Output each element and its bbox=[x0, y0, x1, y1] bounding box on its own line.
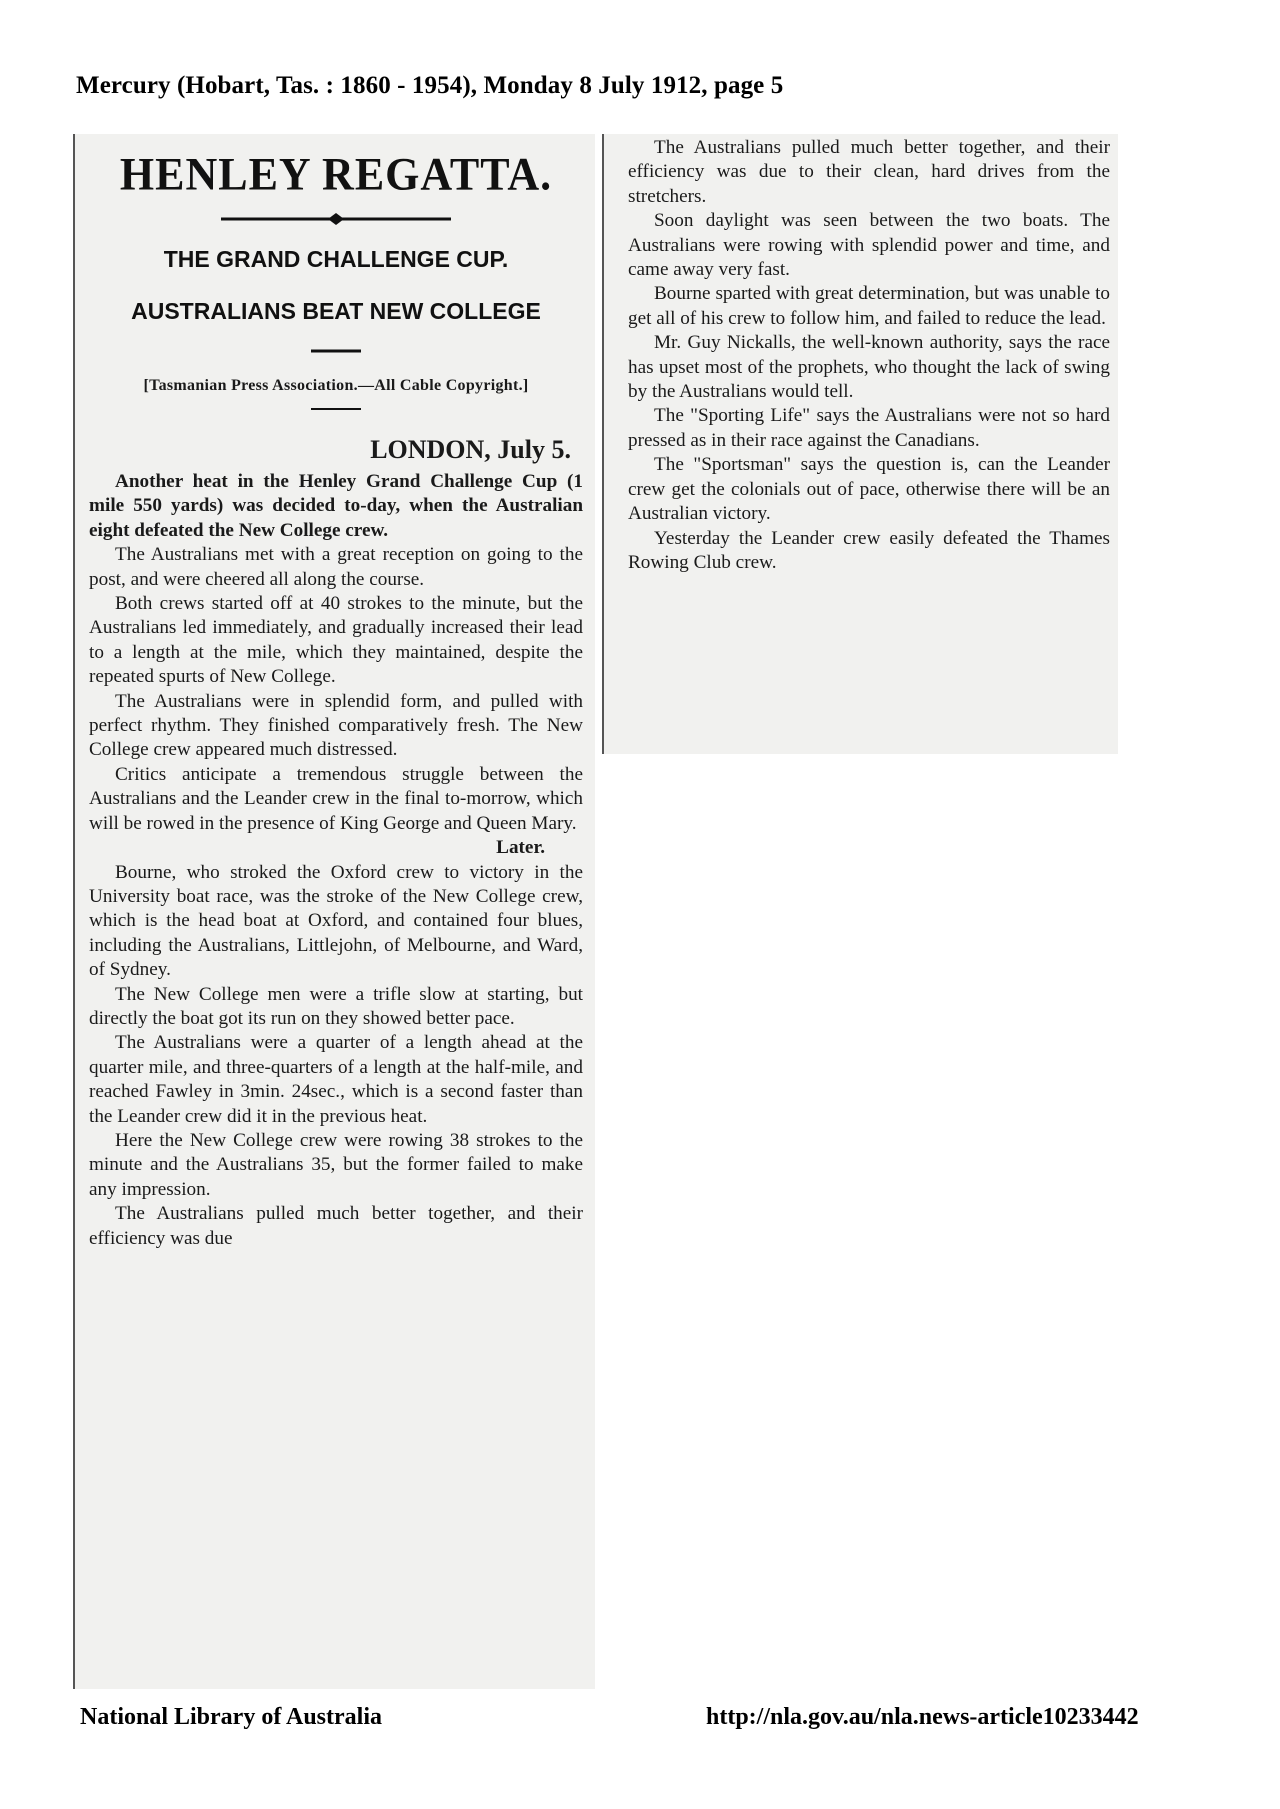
paragraph-10: The Australians pulled much better together, and their efficiency was due bbox=[89, 1203, 583, 1249]
page-title: Mercury (Hobart, Tas. : 1860 - 1954), Monday 8 July 1912, page 5 bbox=[76, 72, 784, 99]
paragraph-9: Here the New College crew were rowing 38 strokes to the minute and the Australians 35, but the former failed to make any impression. bbox=[89, 1129, 583, 1200]
paragraph-8: The Australians were a quarter of a length ahead at the quarter mile, and three-quarters of a length at the half-mile, and reached Fawley in 3min. 24sec., which is a second faster than the Leander crew did it in the previous heat. bbox=[89, 1032, 583, 1127]
article-column-left bbox=[73, 134, 595, 1689]
article-headline: HENLEY REGATTA. bbox=[119, 148, 553, 201]
ornamental-rule bbox=[221, 212, 451, 226]
paragraph-12: Soon daylight was seen between the two boats. The Australians were rowing with splendid power and time, and came away very fast. bbox=[628, 210, 1110, 281]
paragraph-5: Critics anticipate a tremendous struggle between the Australians and the Leander crew in the final to-morrow, which will be rowed in the presence of King George and Queen Mary. bbox=[89, 763, 583, 834]
short-rule bbox=[311, 348, 361, 354]
paragraph-14: Mr. Guy Nickalls, the well-known authority, says the race has upset most of the prophets, who thought the lack of swing by the Australians would tell. bbox=[628, 332, 1110, 403]
press-credit: [Tasmanian Press Association.—All Cable Copyright.] bbox=[143, 377, 529, 394]
paragraph-16: The "Sportsman" says the question is, can the Leander crew get the colonials out of pace, otherwise there will be an Australian victory. bbox=[628, 454, 1110, 525]
footer-library-name: National Library of Australia bbox=[80, 1704, 383, 1730]
later-subhead: Later. bbox=[496, 837, 545, 859]
subheading-australians-beat: AUSTRALIANS BEAT NEW COLLEGE bbox=[131, 298, 541, 324]
paragraph-13: Bourne sparted with great determination, but was unable to get all of his crew to follow him, and failed to reduce the lead. bbox=[628, 283, 1110, 329]
paragraph-11: The Australians pulled much better together, and their efficiency was due to their clean, hard drives from the stretchers. bbox=[628, 137, 1110, 207]
paragraph-7: The New College men were a trifle slow at starting, but directly the boat got its run on they showed better pace. bbox=[89, 983, 583, 1029]
dateline: LONDON, July 5. bbox=[370, 435, 571, 464]
article-column-right bbox=[602, 134, 1118, 754]
paragraph-1: Another heat in the Henley Grand Challenge Cup (1 mile 550 yards) was decided to-day, when the Australian eight defeated the New College crew. bbox=[89, 471, 583, 541]
paragraph-4: The Australians were in splendid form, and pulled with perfect rhythm. They finished comparatively fresh. The New College crew appeared much distressed. bbox=[89, 690, 583, 761]
footer-article-url[interactable]: http://nla.gov.au/nla.news-article10233442 bbox=[706, 1704, 1139, 1730]
paragraph-15: The "Sporting Life" says the Australians were not so hard pressed as in their race against the Canadians. bbox=[628, 405, 1110, 451]
paragraph-17: Yesterday the Leander crew easily defeated the Thames Rowing Club crew. bbox=[628, 527, 1110, 573]
subheading-grand-challenge: THE GRAND CHALLENGE CUP. bbox=[163, 246, 509, 272]
paragraph-3: Both crews started off at 40 strokes to the minute, but the Australians led immediately, and gradually increased their lead to a length at the mile, which they maintained, despite the repeated spurts of New College. bbox=[89, 593, 583, 688]
paragraph-2: The Australians met with a great reception on going to the post, and were cheered all along the course. bbox=[89, 544, 583, 590]
short-rule-2 bbox=[311, 406, 361, 412]
paragraph-6: Bourne, who stroked the Oxford crew to victory in the University boat race, was the stroke of the New College crew, which is the head boat at Oxford, and contained four blues, including the Australians, Littlejohn, of Melbourne, and Ward, of Sydney. bbox=[89, 861, 583, 981]
